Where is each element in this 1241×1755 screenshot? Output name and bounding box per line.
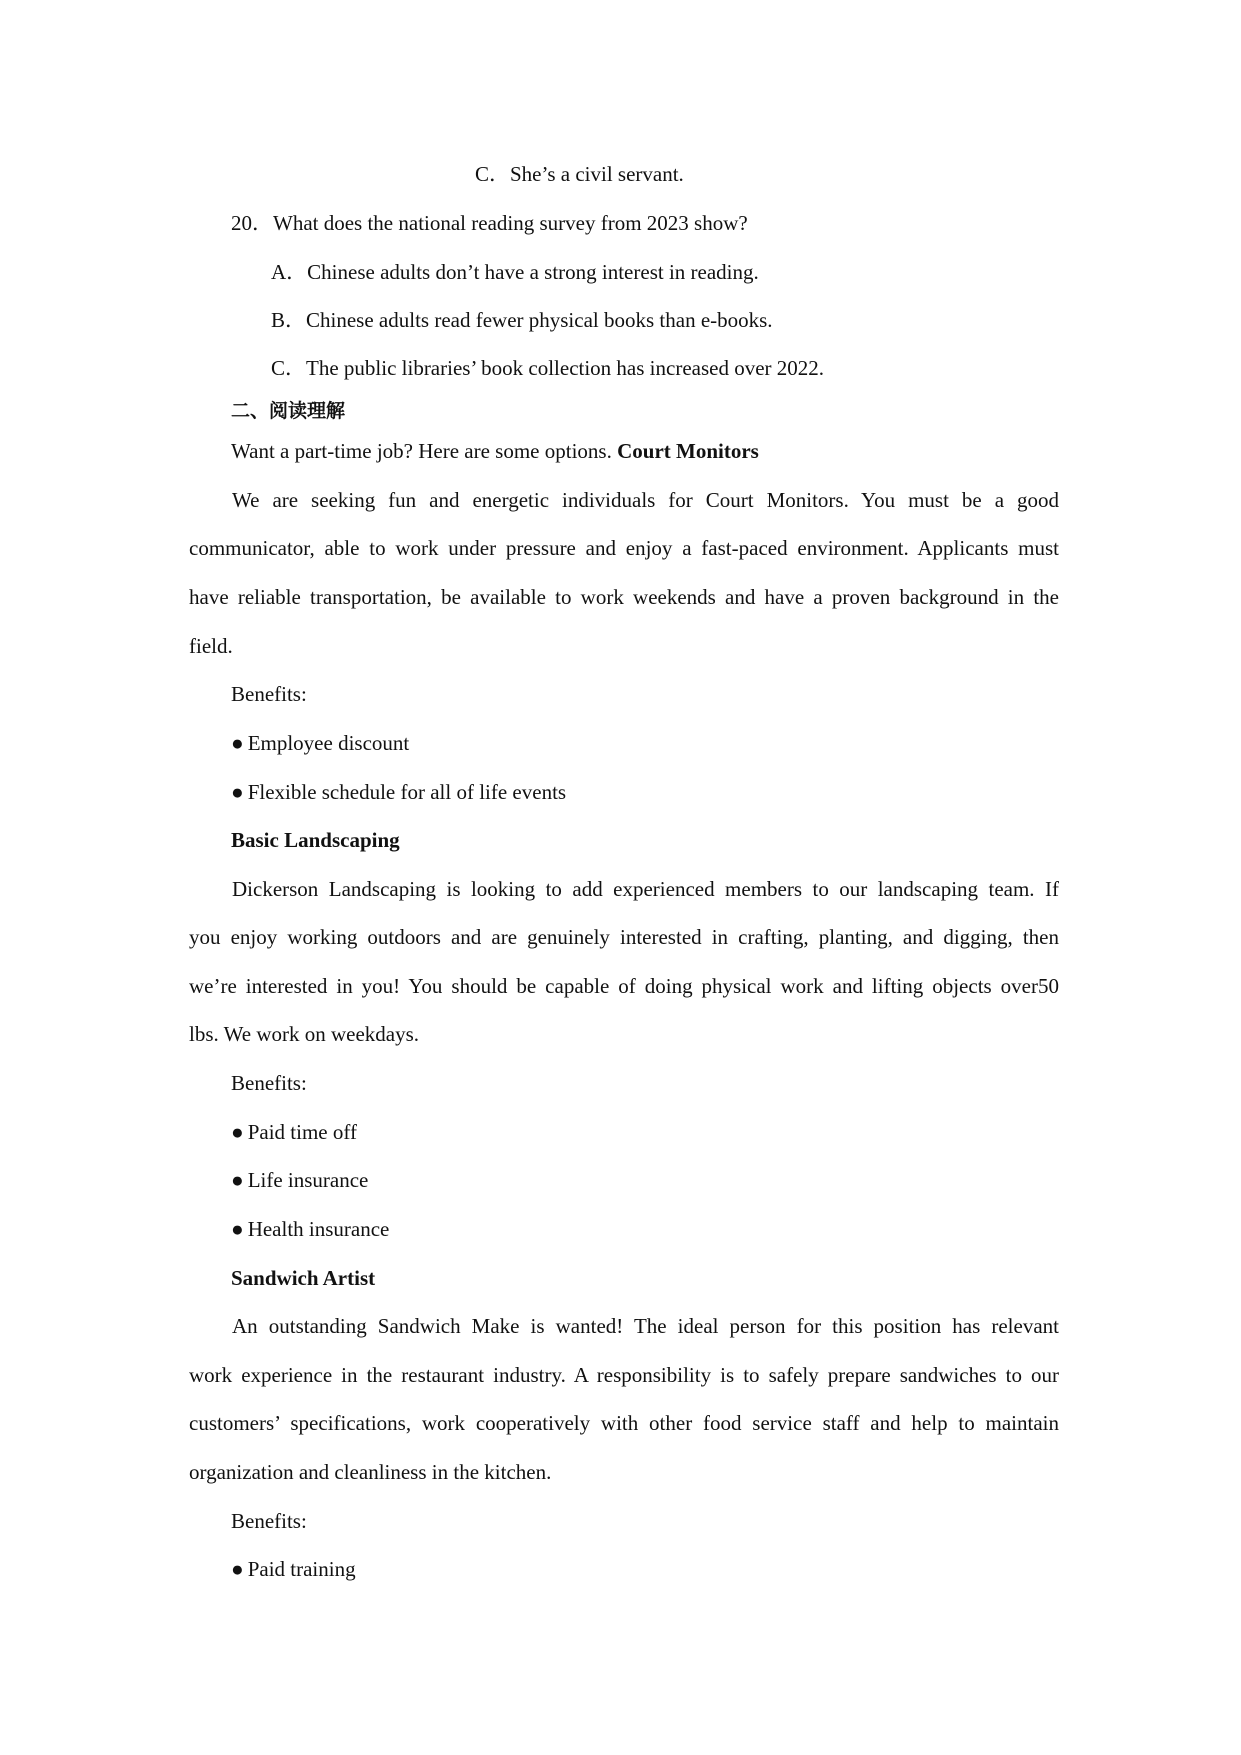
list-item (231, 729, 409, 757)
bullet-icon: ● (231, 731, 244, 755)
court-monitors-title: Court Monitors (617, 439, 759, 463)
court-monitors-line-1: We are seeking fun and energetic individuals for Court Monitors. You must be a good (232, 488, 1059, 512)
benefit-text: Paid time off (247, 1120, 357, 1144)
benefit-text: Health insurance (247, 1217, 390, 1241)
bullet-icon: ● (231, 1120, 244, 1144)
basic-landscaping-line-3: we’re interested in you! You should be capable of doing physical work and lifting objects over50 (189, 974, 1059, 998)
list-item (231, 1118, 357, 1146)
basic-landscaping-benefits-label: Benefits: (231, 1071, 307, 1095)
bullet-icon: ● (231, 1168, 244, 1192)
basic-landscaping-line-1: Dickerson Landscaping is looking to add experienced members to our landscaping team. If (232, 877, 1059, 901)
q20-option-b: B．Chinese adults read fewer physical books than e-books. (271, 308, 773, 332)
bullet-icon: ● (231, 780, 244, 804)
court-monitors-benefits-label: Benefits: (231, 682, 307, 706)
basic-landscaping-line-2: you enjoy working outdoors and are genuinely interested in crafting, planting, and digging, then (189, 925, 1059, 949)
court-monitors-line-4: field. (189, 634, 233, 658)
intro-text: Want a part-time job? Here are some options. (231, 439, 618, 463)
list-item (231, 1215, 389, 1243)
q20-question: 20．What does the national reading survey from 2023 show? (231, 211, 748, 235)
sandwich-artist-line-2: work experience in the restaurant industry. A responsibility is to safely prepare sandwiches to our (189, 1363, 1059, 1387)
sandwich-artist-title: Sandwich Artist (231, 1266, 376, 1290)
list-item (231, 778, 566, 806)
sandwich-artist-line-4: organization and cleanliness in the kitchen. (189, 1460, 552, 1484)
basic-landscaping-title: Basic Landscaping (231, 828, 400, 852)
q19-option-c: C．She’s a civil servant. (475, 162, 684, 186)
list-item (231, 1555, 356, 1583)
section-heading: 二、阅读理解 (231, 400, 346, 422)
benefit-text: Paid training (247, 1557, 356, 1581)
q20-option-a: A．Chinese adults don’t have a strong interest in reading. (271, 260, 759, 284)
court-monitors-line-3: have reliable transportation, be available to work weekends and have a proven background in the (189, 585, 1059, 609)
sandwich-artist-benefits-label: Benefits: (231, 1509, 307, 1533)
benefit-text: Flexible schedule for all of life events (247, 780, 567, 804)
court-monitors-line-2: communicator, able to work under pressure and enjoy a fast-paced environment. Applicants must (189, 536, 1059, 560)
basic-landscaping-line-4: lbs. We work on weekdays. (189, 1022, 420, 1046)
sandwich-artist-line-3: customers’ specifications, work cooperatively with other food service staff and help to maintain (189, 1411, 1059, 1435)
intro-line (231, 437, 759, 465)
bullet-icon: ● (231, 1557, 244, 1581)
q20-option-c: C．The public libraries’ book collection has increased over 2022. (271, 356, 825, 380)
benefit-text: Life insurance (247, 1168, 369, 1192)
benefit-text: Employee discount (247, 731, 410, 755)
bullet-icon: ● (231, 1217, 244, 1241)
sandwich-artist-line-1: An outstanding Sandwich Make is wanted! The ideal person for this position has relevant (232, 1314, 1059, 1338)
list-item (231, 1166, 368, 1194)
